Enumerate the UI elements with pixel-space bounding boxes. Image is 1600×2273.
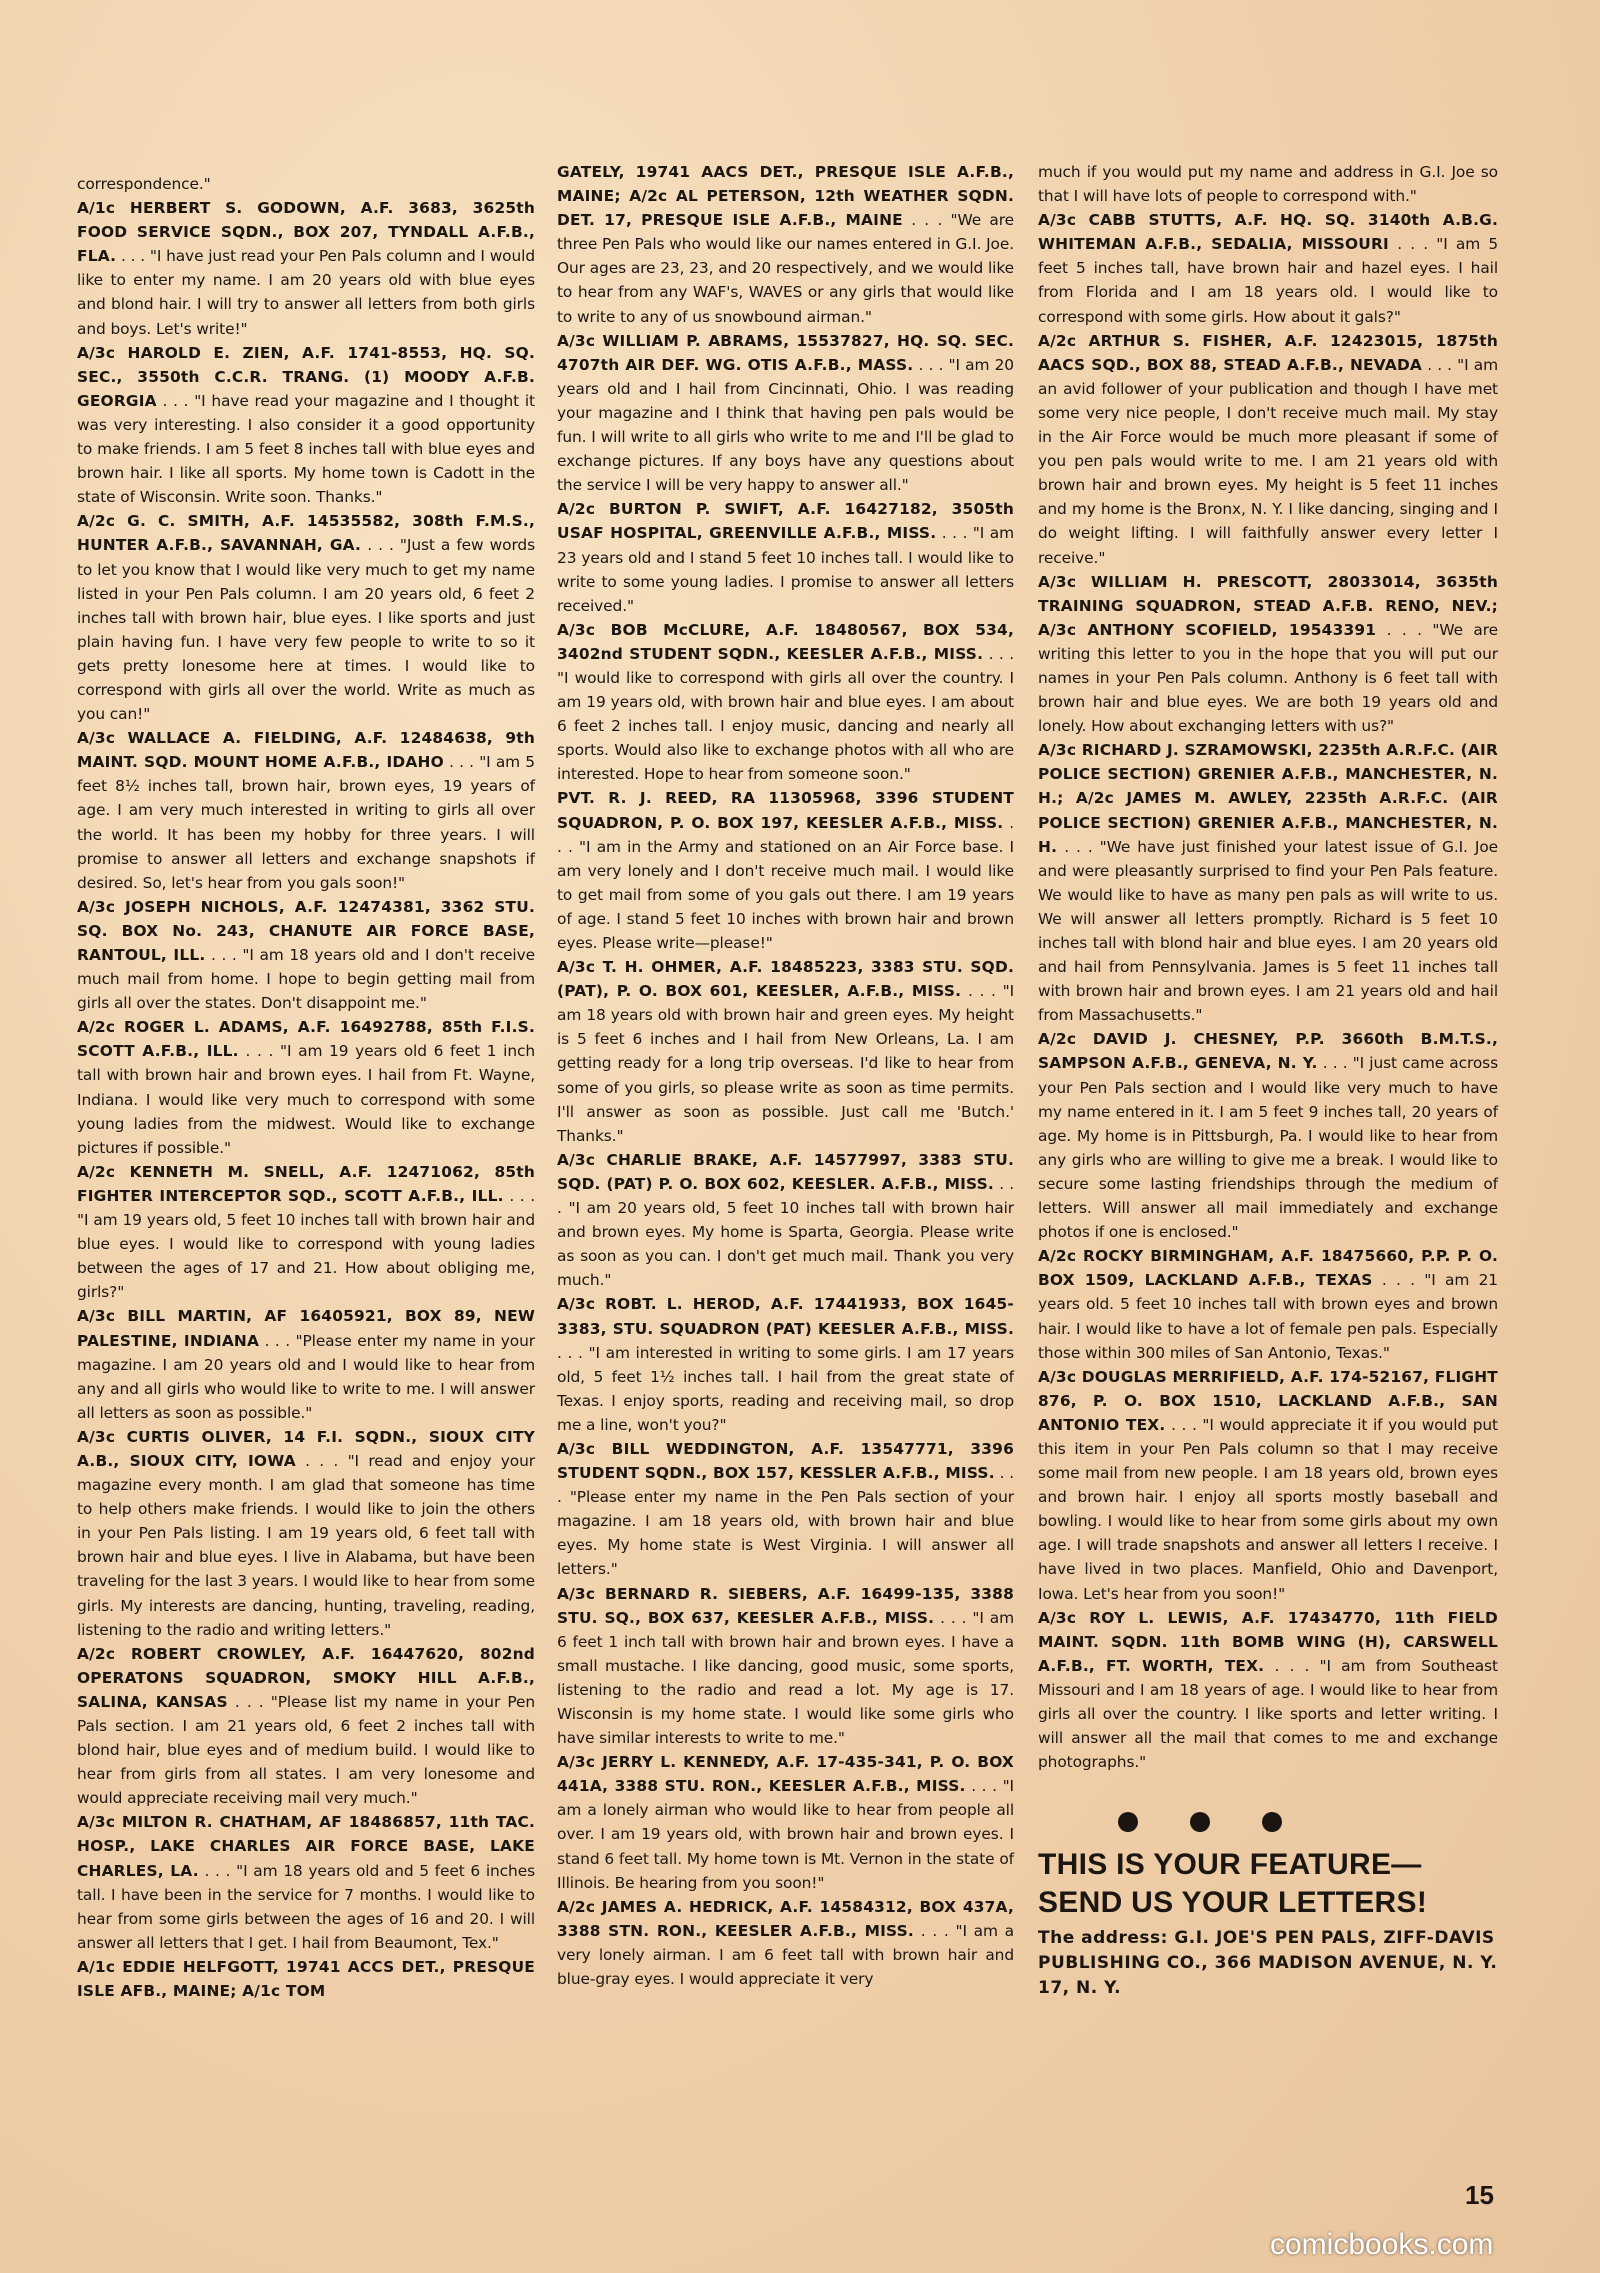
letter-text: . . . "I am interested in writing to some girls. I am 17 years old, 5 feet 1½ inches tall. I hail from the great state of Texas. I enjoy sports, reading and receiving mail, so drop me a line, won't you?" bbox=[557, 1343, 1014, 1434]
letter-sender: A/2c ROGER L. ADAMS, A.F. 16492788, 85th F.I.S. SCOTT A.F.B., ILL. bbox=[77, 1018, 535, 1061]
feature-heading-line1: THIS IS YOUR FEATURE— bbox=[1038, 1848, 1422, 1882]
letter-sender: A/2c BURTON P. SWIFT, A.F. 16427182, 3505th USAF HOSPITAL, GREENVILLE A.F.B., MISS. bbox=[557, 500, 1014, 543]
letter-sender: A/1c HERBERT S. GODOWN, A.F. 3683, 3625th FOOD SERVICE SQDN., BOX 207, TYNDALL A.F.B., FLA. bbox=[77, 199, 535, 266]
letter-entry bbox=[557, 618, 1014, 787]
bullet-dots bbox=[1118, 1812, 1498, 1832]
letter-text: much if you would put my name and address in G.I. Joe so that I will have lots of people to correspond with." bbox=[1038, 163, 1498, 206]
letter-entry bbox=[77, 509, 535, 726]
letter-text: . . . "I am 18 years old and 5 feet 6 inches tall. I have been in the service for 7 months. I would like to hear from some girls between the ages of 16 and 20. I will answer all letters that I get. I hail from Beaumont, Tex." bbox=[77, 1861, 535, 1952]
letter-entry bbox=[77, 1955, 535, 2003]
letter-entry bbox=[557, 1437, 1014, 1582]
letter-text: . . . "Please list my name in your Pen Pals section. I am 21 years old, 6 feet 2 inches tall with blond hair, blue eyes and of medium build. I would like to hear from girls from all states. I am very lonesome and would appreciate receiving mail very much." bbox=[77, 1692, 535, 1808]
letter-text: . . . "I would like to correspond with girls all over the country. I am 19 years old, with brown hair and blue eyes. I am about 6 feet 2 inches tall. I enjoy music, dancing and nearly all sports. Would also like to exchange photos with all who are interested. Hope to hear from someone soon." bbox=[557, 644, 1014, 784]
letter-sender: A/3c WALLACE A. FIELDING, A.F. 12484638, 9th MAINT. SQD. MOUNT HOME A.F.B., IDAHO bbox=[77, 729, 535, 772]
letter-entry bbox=[1038, 1365, 1498, 1606]
letter-sender: A/3c JERRY L. KENNEDY, A.F. 17-435-341, P. O. BOX 441A, 3388 STU. RON., KEESLER A.F.B., MISS. bbox=[557, 1753, 1014, 1796]
letter-entry bbox=[557, 1292, 1014, 1437]
letter-text: . . . "I am 5 feet 5 inches tall, have brown hair and hazel eyes. I hail from Florida and I am 18 years old. I would like to correspond with some girls. How about it gals?" bbox=[1038, 235, 1499, 326]
letter-sender: A/3c ROBT. L. HEROD, A.F. 17441933, BOX 1645-3383, STU. SQUADRON (PAT) KEESLER A.F.B., MISS. bbox=[557, 1295, 1014, 1338]
letter-text: . . . "I am 19 years old 6 feet 1 inch tall with brown hair and brown eyes. I hail from Ft. Wayne, Indiana. I would like very much to correspond with some young ladies from the midwest. Would like to exchange pictures if possible." bbox=[77, 1042, 535, 1157]
page-number: 15 bbox=[1465, 2180, 1494, 2210]
letter-text: . . . "I am 18 years old and I don't receive much mail from home. I hope to begin getting mail from girls all over the states. Don't disappoint me." bbox=[77, 946, 535, 1013]
letter-entry bbox=[557, 329, 1014, 498]
letter-sender: A/3c RICHARD J. SZRAMOWSKI, 2235th A.R.F.C. (AIR POLICE SECTION) GRENIER A.F.B., MANCHESTER, N. H.; A/2c JAMES M. AWLEY, 2235th A.R.F.C. (AIR POLICE SECTION) GRENIER A.F.B., MANCHESTER, N. H. bbox=[1038, 741, 1498, 856]
letter-sender: GATELY, 19741 AACS DET., PRESQUE ISLE A.F.B., MAINE; A/2c AL PETERSON, 12th WEATHER SQDN. DET. 17, PRESQUE ISLE A.F.B., MAINE bbox=[557, 163, 1014, 230]
letter-text: correspondence." bbox=[77, 175, 211, 193]
letter-entry bbox=[1038, 329, 1498, 570]
letter-entry bbox=[1038, 738, 1498, 1027]
letter-sender: A/2c ROBERT CROWLEY, A.F. 16447620, 802nd OPERATONS SQUADRON, SMOKY HILL A.F.B., SALINA, KANSAS bbox=[77, 1644, 535, 1711]
letter-text: . . . "I am 18 years old with brown hair and green eyes. My height is 5 feet 6 inches and I hail from New Orleans, La. I am getting ready for a long trip overseas. I'd like to hear from some of you girls, so please write as soon as time permits. I'll answer as soon as possible. Just call me 'Butch.' Thanks." bbox=[557, 982, 1015, 1145]
letter-text: . . . "We are writing this letter to you in the hope that you will put our names in your Pen Pals column. Anthony is 6 feet tall with brown hair and blue eyes. We are both 19 years old and lonely. How about exchanging letters with us?" bbox=[1038, 620, 1498, 736]
letter-text: . . . "I am 23 years old and I stand 5 feet 10 inches tall. I would like to write to some young ladies. I promise to answer all letters received." bbox=[557, 524, 1014, 615]
letter-sender: PVT. R. J. REED, RA 11305968, 3396 STUDENT SQUADRON, P. O. BOX 197, KEESLER A.F.B., MISS. bbox=[557, 789, 1014, 832]
feature-heading-line2: SEND US YOUR LETTERS! bbox=[1038, 1886, 1428, 1920]
letter-entry bbox=[1038, 160, 1498, 208]
letter-entry bbox=[77, 172, 535, 196]
letter-sender: A/1c EDDIE HELFGOTT, 19741 ACCS DET., PRESQUE ISLE AFB., MAINE; A/1c TOM bbox=[77, 1957, 535, 2001]
letter-text: . . . "I read and enjoy your magazine every month. I am glad that someone has time to help others make friends. I would like to join the others in your Pen Pals listing. I am 19 years old, 6 feet tall with brown hair and blue eyes. I live in Alabama, but have been traveling for the last 3 years. I would like to hear from some girls. My interests are dancing, hunting, traveling, reading, listening to the radio and writing letters." bbox=[77, 1451, 535, 1639]
watermark: comicbooks.com bbox=[1270, 2228, 1494, 2261]
letter-entry bbox=[1038, 570, 1498, 739]
column-middle bbox=[557, 160, 1014, 1991]
column-right-entries bbox=[1038, 160, 1498, 1774]
letter-entry bbox=[77, 1160, 535, 1305]
letter-entry bbox=[557, 1148, 1014, 1293]
bullet-dot-icon bbox=[1190, 1812, 1210, 1832]
letter-entry bbox=[1038, 1027, 1498, 1244]
letter-text: . . . "I am a very lonely airman. I am 6 feet tall with brown hair and blue-gray eyes. I would appreciate it very bbox=[557, 1921, 1015, 1989]
letter-entry bbox=[77, 196, 535, 341]
letter-sender: A/3c BOB McCLURE, A.F. 18480567, BOX 534, 3402nd STUDENT SQDN., KEESLER A.F.B., MISS. bbox=[557, 620, 1014, 663]
letter-text: . . . "I would appreciate it if you would put this item in your Pen Pals column so that I may receive some mail from new people. I am 18 years old, brown eyes and brown hair. I enjoy all sports mostly baseball and bowling. I would like to hear from some girls about my own age. I will trade snapshots and answer all letters I receive. I have lived in two places. Manfield, Ohio and Davenport, Iowa. Let's hear from you soon!" bbox=[1038, 1415, 1498, 1603]
letter-sender: A/3c WILLIAM P. ABRAMS, 15537827, HQ. SQ. SEC. 4707th AIR DEF. WG. OTIS A.F.B., MASS. bbox=[557, 331, 1014, 374]
letter-entry bbox=[77, 726, 535, 895]
letter-text: . . . "I am from Southeast Missouri and I am 18 years of age. I would like to hear from girls all over the country. I like sports and letter writing. I will answer all the mail that comes to me and exchange photographs." bbox=[1038, 1656, 1498, 1772]
letter-text: . . . "I am in the Army and stationed on an Air Force base. I am very lonely and I don't receive much mail. I would like to get mail from some of you gals out there. I am 19 years of age. I stand 5 feet 10 inches with brown hair and brown eyes. Please write—please!" bbox=[557, 813, 1014, 952]
letter-text: . . . "I am 5 feet 8½ inches tall, brown hair, brown eyes, 19 years of age. I am very much interested in writing to girls all over the world. It has been my hobby for three years. I will promise to answer all letters and exchange snapshots if desired. So, let's hear from you gals soon!" bbox=[77, 753, 536, 892]
letter-entry bbox=[557, 160, 1014, 329]
bullet-dot-icon bbox=[1118, 1812, 1138, 1832]
letter-text: . . . "I am a lonely airman who would like to hear from people all over. I am 19 years old, with brown hair and brown eyes. I stand 6 feet tall. My home town is Mt. Vernon in the state of Illinois. Be hearing from you soon!" bbox=[557, 1777, 1014, 1892]
letter-sender: A/2c ARTHUR S. FISHER, A.F. 12423015, 1875th AACS SQD., BOX 88, STEAD A.F.B., NEVADA bbox=[1038, 331, 1498, 374]
letter-text: . . . "Please enter my name in your magazine. I am 20 years old and I would like to hear from any and all girls who would like to write to me. I will answer all letters as soon as possible." bbox=[77, 1331, 536, 1422]
letter-text: . . . "We have just finished your latest issue of G.I. Joe and were pleasantly surprised to find your Pen Pals feature. We would like to have as many pen pals as will write to us. We will answer all letters promptly. Richard is 5 feet 10 inches tall with blond hair and blue eyes. I am 20 years old and hail from Pennsylvania. James is 5 feet 11 inches tall with brown hair and brown eyes. I am 21 years old and hail from Massachusetts." bbox=[1038, 837, 1499, 1025]
letter-text: . . . "Please enter my name in the Pen Pals section of your magazine. I am 18 years old, with brown hair and blue eyes. My home state is West Virginia. I will answer all letters." bbox=[557, 1464, 1014, 1579]
letter-entry bbox=[77, 341, 535, 510]
letter-sender: A/3c BILL WEDDINGTON, A.F. 13547771, 3396 STUDENT SQDN., BOX 157, KESSLER A.F.B., MISS. bbox=[557, 1439, 1014, 1483]
letter-text: . . . "Just a few words to let you know that I would like very much to get my name listed in your Pen Pals column. I am 20 years old, 6 feet 2 inches tall with brown hair, blue eyes. I like sports and just plain having fun. I have very few people to write to so it gets pretty lonesome here at times. I would like to correspond with girls all over the world. Write as much as you can!" bbox=[77, 536, 535, 724]
letter-sender: A/3c HAROLD E. ZIEN, A.F. 1741-8553, HQ. SQ. SEC., 3550th C.C.R. TRANG. (1) MOODY A.F.B. GEORGIA bbox=[77, 343, 535, 410]
letter-text: . . . "We are three Pen Pals who would like our names entered in G.I. Joe. Our ages are 23, 23, and 20 respectively, and we would like to hear from any WAF's, WAVES or any girls that would like to write to any of us snowbound airman." bbox=[557, 211, 1014, 326]
letter-sender: A/3c MILTON R. CHATHAM, AF 18486857, 11th TAC. HOSP., LAKE CHARLES AIR FORCE BASE, LAKE CHARLES, LA. bbox=[77, 1813, 535, 1880]
letter-text: . . . "I am 6 feet 1 inch tall with brown hair and brown eyes. I have a small mustache. I like dancing, good music, some sports, listening to the radio and read a lot. My age is 17. Wisconsin is my home state. I would like some girls who have similar interests to write to me." bbox=[557, 1608, 1014, 1748]
letter-sender: A/2c JAMES A. HEDRICK, A.F. 14584312, BOX 437A, 3388 STN. RON., KEESLER A.F.B., MISS. bbox=[557, 1897, 1014, 1940]
letter-text: . . . "I am 19 years old, 5 feet 10 inches tall with brown hair and blue eyes. I would like to correspond with young ladies between the ages of 17 and 21. How about obliging me, girls?" bbox=[77, 1186, 535, 1302]
letter-sender: A/3c CURTIS OLIVER, 14 F.I. SQDN., SIOUX CITY A.B., SIOUX CITY, IOWA bbox=[77, 1427, 535, 1470]
letter-text: . . . "I have just read your Pen Pals column and I would like to enter my name. I am 20 years old with blue eyes and blond hair. I will try to answer all letters from both girls and boys. Let's write!" bbox=[77, 247, 535, 338]
letter-entry bbox=[1038, 1606, 1498, 1775]
letter-text: . . . "I am an avid follower of your publication and though I have met some very nice people, I don't receive much mail. My stay in the Air Force would be much more pleasant if some of you pen pals would write to me. I am 21 years old with brown hair and brown eyes. My height is 5 feet 11 inches and my home is the Bronx, N. Y. I like dancing, singing and I do weight lifting. I will faithfully answer every letter I receive." bbox=[1038, 355, 1498, 567]
letter-text: . . . "I am 20 years old and I hail from Cincinnati, Ohio. I was reading your magazine and I think that having pen pals would be fun. I will write to all girls who write to me and I'll be glad to exchange pictures. If any boys have any questions about the service I will be very happy to answer all." bbox=[557, 355, 1014, 495]
letter-entry bbox=[77, 1425, 535, 1642]
letter-sender: A/3c CABB STUTTS, A.F. HQ. SQ. 3140th A.B.G. WHITEMAN A.F.B., SEDALIA, MISSOURI bbox=[1038, 211, 1498, 254]
letter-entry bbox=[77, 1642, 535, 1811]
letter-sender: A/3c BERNARD R. SIEBERS, A.F. 16499-135, 3388 STU. SQ., BOX 637, KEESLER A.F.B., MISS. bbox=[557, 1584, 1014, 1627]
bullet-dot-icon bbox=[1262, 1812, 1282, 1832]
column-left bbox=[77, 172, 535, 2003]
feature-address: The address: G.I. JOE'S PEN PALS, ZIFF-DAVIS PUBLISHING CO., 366 MADISON AVENUE, N. Y. 17, N. Y. bbox=[1038, 1928, 1498, 1999]
letter-text: . . . "I am 20 years old, 5 feet 10 inches tall with brown hair and brown eyes. My home is Sparta, Georgia. Please write as soon as you can. I don't get much mail. Thank you very much." bbox=[557, 1174, 1014, 1290]
letter-text: . . . "I am 21 years old. 5 feet 10 inches tall with brown eyes and brown hair. I would like to have a lot of female pen pals. Especially those within 300 miles of San Antonio, Texas." bbox=[1038, 1271, 1498, 1362]
letter-sender: A/3c ROY L. LEWIS, A.F. 17434770, 11th FIELD MAINT. SQDN. 11th BOMB WING (H), CARSWELL A.F.B., FT. WORTH, TEX. bbox=[1038, 1608, 1498, 1675]
letter-entry bbox=[557, 955, 1014, 1148]
letter-sender: A/3c CHARLIE BRAKE, A.F. 14577997, 3383 STU. SQD. (PAT) P. O. BOX 602, KEESLER. A.F.B., MISS. bbox=[557, 1150, 1014, 1193]
letter-text: . . . "I just came across your Pen Pals section and I would like very much to have my name entered in it. I am 5 feet 9 inches tall, 20 years of age. My home is in Pittsburgh, Pa. I would like to hear from any girls who are willing to give me a break. I would like to secure some lasting friendships through the medium of letters. Will answer all mail immediately and exchange photos if one is enclosed." bbox=[1038, 1054, 1499, 1242]
letter-entry bbox=[77, 1015, 535, 1160]
letter-entry bbox=[1038, 208, 1498, 328]
letter-sender: A/3c T. H. OHMER, A.F. 18485223, 3383 STU. SQD. (PAT), P. O. BOX 601, KEESLER, A.F.B., MISS. bbox=[557, 958, 1014, 1001]
letter-entry bbox=[77, 895, 535, 1015]
letter-entry bbox=[77, 1810, 535, 1955]
letter-entry bbox=[557, 1750, 1014, 1895]
letter-entry bbox=[557, 497, 1014, 617]
letter-text: . . . "I have read your magazine and I thought it was very interesting. I also consider it a good opportunity to make friends. I am 5 feet 8 inches tall with blue eyes and brown hair. I like all sports. My home town is Cadott in the state of Wisconsin. Write soon. Thanks." bbox=[77, 391, 535, 507]
column-right bbox=[1038, 160, 1498, 2001]
letter-sender: A/2c DAVID J. CHESNEY, P.P. 3660th B.M.T.S., SAMPSON A.F.B., GENEVA, N. Y. bbox=[1038, 1030, 1498, 1073]
letter-sender: A/3c DOUGLAS MERRIFIELD, A.F. 174-52167, FLIGHT 876, P. O. BOX 1510, LACKLAND A.F.B., SAN ANTONIO TEX. bbox=[1038, 1367, 1498, 1434]
letter-sender: A/3c WILLIAM H. PRESCOTT, 28033014, 3635th TRAINING SQUADRON, STEAD A.F.B. RENO, NEV.; A/3c ANTHONY SCOFIELD, 19543391 bbox=[1038, 572, 1498, 639]
letter-sender: A/3c JOSEPH NICHOLS, A.F. 12474381, 3362 STU. SQ. BOX No. 243, CHANUTE AIR FORCE BASE, RANTOUL, ILL. bbox=[77, 897, 535, 964]
letter-sender: A/2c ROCKY BIRMINGHAM, A.F. 18475660, P.P. P. O. BOX 1509, LACKLAND A.F.B., TEXAS bbox=[1038, 1247, 1498, 1290]
letter-entry bbox=[557, 1582, 1014, 1751]
letter-entry bbox=[77, 1304, 535, 1424]
letter-entry bbox=[1038, 1244, 1498, 1364]
letter-sender: A/2c G. C. SMITH, A.F. 14535582, 308th F.M.S., HUNTER A.F.B., SAVANNAH, GA. bbox=[77, 512, 535, 555]
letter-entry bbox=[557, 1895, 1014, 1991]
letter-sender: A/2c KENNETH M. SNELL, A.F. 12471062, 85th FIGHTER INTERCEPTOR SQD., SCOTT A.F.B., ILL. bbox=[77, 1162, 535, 1205]
letter-entry bbox=[557, 786, 1014, 955]
letter-sender: A/3c BILL MARTIN, AF 16405921, BOX 89, NEW PALESTINE, INDIANA bbox=[77, 1307, 535, 1350]
